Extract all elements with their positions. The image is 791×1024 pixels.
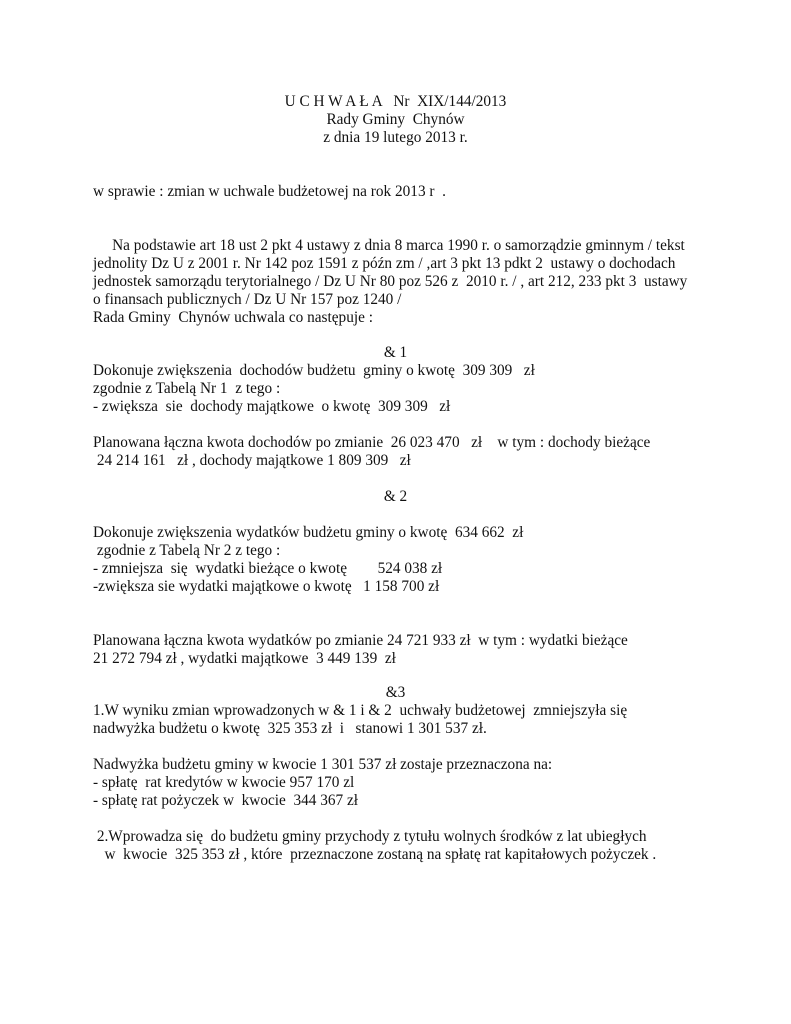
section-3-paragraph-1: 1.W wyniku zmian wprowadzonych w & 1 i & 2 uchwały budżetowej zmniejszyła się bbox=[93, 702, 628, 719]
section-2-summary: 21 272 794 zł , wydatki majątkowe 3 449 139 zł bbox=[93, 650, 396, 667]
section-1-line: - zwiększa sie dochody majątkowe o kwotę 309 309 zł bbox=[93, 398, 451, 415]
section-1-line: Dokonuje zwiększenia dochodów budżetu gminy o kwotę 309 309 zł bbox=[93, 362, 535, 379]
section-3-paragraph-3: 2.Wprowadza się do budżetu gminy przychody z tytułu wolnych środków z lat ubiegłych bbox=[93, 828, 647, 845]
resolution-date: z dnia 19 lutego 2013 r. bbox=[323, 129, 468, 146]
section-2-summary: Planowana łączna kwota wydatków po zmianie 24 721 933 zł w tym : wydatki bieżące bbox=[93, 632, 628, 649]
section-2-heading: & 2 bbox=[383, 488, 408, 505]
section-1-summary: Planowana łączna kwota dochodów po zmianie 26 023 470 zł w tym : dochody bieżące bbox=[93, 434, 651, 451]
council-name: Rady Gminy Chynów bbox=[326, 111, 465, 128]
section-2-line: - zmniejsza się wydatki bieżące o kwotę 524 038 zł bbox=[93, 560, 443, 577]
section-3-heading: &3 bbox=[385, 684, 406, 701]
section-3-paragraph-2: - spłatę rat kredytów w kwocie 957 170 zl bbox=[93, 774, 355, 791]
preamble-line: Rada Gminy Chynów uchwala co następuje : bbox=[93, 309, 373, 326]
preamble-line: jednostek samorządu terytorialnego / Dz U Nr 80 poz 526 z 2010 r. / , art 212, 233 pkt 3 ustawy bbox=[93, 273, 688, 290]
section-3-paragraph-2: Nadwyżka budżetu gminy w kwocie 1 301 537 zł zostaje przeznaczona na: bbox=[93, 756, 553, 773]
section-2-line: zgodnie z Tabelą Nr 2 z tego : bbox=[93, 542, 281, 559]
section-2-line: -zwiększa sie wydatki majątkowe o kwotę 1 158 700 zł bbox=[93, 578, 440, 595]
section-1-line: zgodnie z Tabelą Nr 1 z tego : bbox=[93, 380, 281, 397]
section-2-line: Dokonuje zwiększenia wydatków budżetu gminy o kwotę 634 662 zł bbox=[93, 524, 524, 541]
preamble-line: jednolity Dz U z 2001 r. Nr 142 poz 1591 z późn zm / ,art 3 pkt 13 pdkt 2 ustawy o dochodach bbox=[93, 255, 676, 272]
section-3-paragraph-1: nadwyżka budżetu o kwotę 325 353 zł i stanowi 1 301 537 zł. bbox=[93, 720, 487, 737]
subject-line: w sprawie : zmian w uchwale budżetowej na rok 2013 r . bbox=[93, 183, 446, 200]
resolution-title: U C H W A Ł A Nr XIX/144/2013 bbox=[284, 93, 507, 110]
section-1-summary: 24 214 161 zł , dochody majątkowe 1 809 309 zł bbox=[93, 452, 411, 469]
preamble-line: o finansach publicznych / Dz U Nr 157 poz 1240 / bbox=[93, 291, 402, 308]
preamble-line: Na podstawie art 18 ust 2 pkt 4 ustawy z dnia 8 marca 1990 r. o samorządzie gminnym / tekst bbox=[93, 237, 685, 254]
section-3-paragraph-2: - spłatę rat pożyczek w kwocie 344 367 zł bbox=[93, 792, 359, 809]
section-3-paragraph-3: w kwocie 325 353 zł , które przeznaczone zostaną na spłatę rat kapitałowych pożyczek . bbox=[93, 846, 657, 863]
section-1-heading: & 1 bbox=[383, 344, 408, 361]
